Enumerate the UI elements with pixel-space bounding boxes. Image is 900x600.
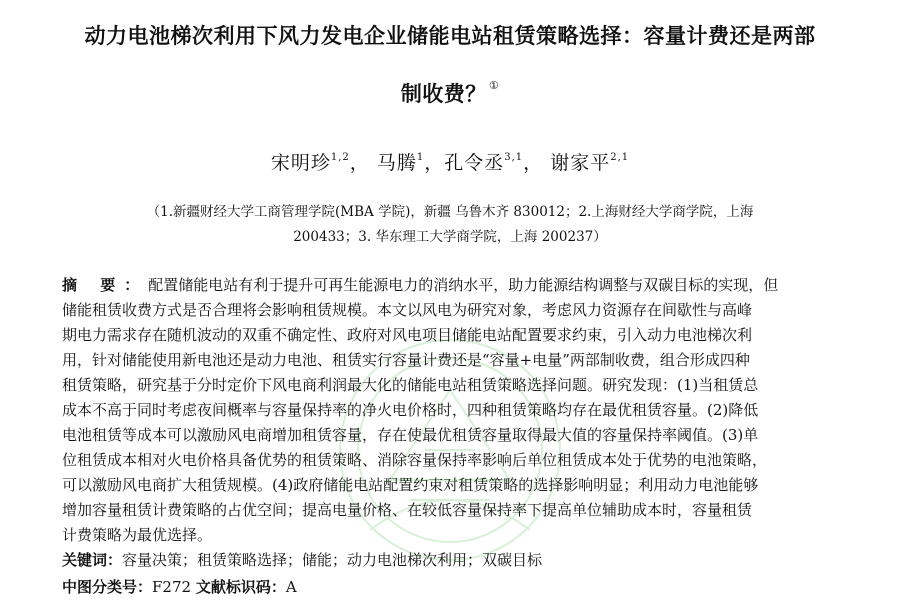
author-separator: ， <box>349 152 370 174</box>
keywords-text: 容量决策；租赁策略选择；储能；动力电池梯次利用；双碳目标 <box>122 551 543 569</box>
author-affil-sup: 3,1 <box>504 152 524 163</box>
author-separator: ， <box>523 152 544 174</box>
abstract-line: 用，针对储能使用新电池还是动力电池、租赁实行容量计费还是“容量+电量”两部制收费，组合形成四种 <box>62 351 750 369</box>
abstract-line: 计费策略为最优选择。 <box>62 526 213 544</box>
classification-line <box>62 576 297 598</box>
author-separator: ， <box>424 152 445 174</box>
abstract-line: 增加容量租赁计费策略的占优空间；提高电量价格、在较低容量保持率下提高单位辅助成本时，容量租赁 <box>62 501 753 519</box>
clc-label: 中图分类号： <box>62 578 153 596</box>
abstract-line: 可以激励风电商扩大租赁规模。(4)政府储能电站配置约束对租赁策略的选择影响明显；利用动力电池能够 <box>62 476 759 494</box>
author-affil-sup: 1,2 <box>330 152 350 163</box>
affiliation-line-1: （1.新疆财经大学工商管理学院(MBA 学院)，新疆 乌鲁木齐 830012；2.上海财经大学商学院，上海 <box>146 204 754 220</box>
abstract-text: 配置储能电站有利于提升可再生能源电力的消纳水平，助力能源结构调整与双碳目标的实现，但 <box>148 276 779 294</box>
abstract-line <box>62 274 838 296</box>
abstract-line: 期电力需求存在随机波动的双重不确定性、政府对风电项目储能电站配置要求约束，引入动力电池梯次利 <box>62 326 753 344</box>
author-affil-sup: 1 <box>416 152 425 163</box>
clc-value: F272 <box>152 578 192 596</box>
author-list <box>0 144 900 177</box>
abstract-line: 成本不高于同时考虑夜间概率与容量保持率的净火电价格时，四种租赁策略均存在最优租赁容量。(2)降低 <box>62 401 759 419</box>
title-footnote-mark[interactable]: ① <box>488 79 500 92</box>
doc-code-value: A <box>285 578 297 596</box>
abstract-line: 租赁策略，研究基于分时定价下风电商利润最大化的储能电站租赁策略选择问题。研究发现：(1)当租赁总 <box>62 376 759 394</box>
title-line-1: 动力电池梯次利用下风力发电企业储能电站租赁策略选择：容量计费还是两部 <box>84 24 816 48</box>
abstract-line: 位租赁成本相对火电价格具备优势的租赁策略、消除容量保持率影响后单位租赁成本处于优势的电池策略， <box>62 451 768 469</box>
abstract-line: 电池租赁等成本可以激励风电商增加租赁容量，存在使最优租赁容量取得最大值的容量保持率阈值。(3)单 <box>62 426 759 444</box>
title-line-2: 制收费？ <box>400 82 487 106</box>
author-affil-sup: 2,1 <box>610 152 630 163</box>
abstract-label: 摘 要： <box>62 276 149 294</box>
author-name: 马腾 <box>376 152 417 174</box>
paper-title <box>0 22 900 50</box>
abstract-line: 储能租赁收费方式是否合理将会影响租赁规模。本文以风电为研究对象，考虑风力资源存在间歇性与高峰 <box>62 301 753 319</box>
keywords-label: 关键词： <box>62 551 123 569</box>
paper-title-cont <box>0 72 900 108</box>
keywords <box>62 549 838 571</box>
author-name: 谢家平 <box>550 152 611 174</box>
affiliation-line-2: 200433；3. 华东理工大学商学院，上海 200237） <box>293 229 607 245</box>
doc-code-label: 文献标识码： <box>195 578 286 596</box>
author-name: 宋明珍 <box>270 152 331 174</box>
author-name: 孔令丞 <box>444 152 505 174</box>
